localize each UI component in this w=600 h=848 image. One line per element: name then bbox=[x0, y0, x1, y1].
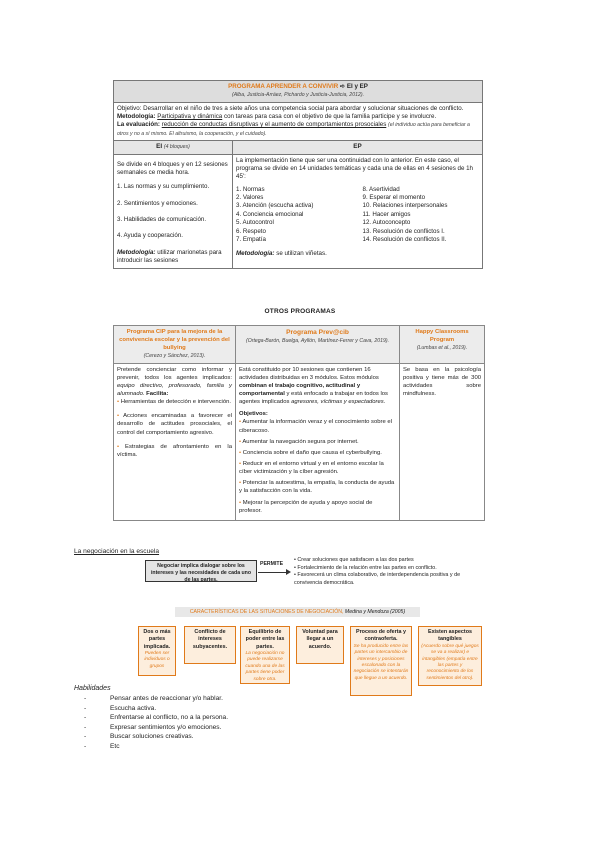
methodology-label: Metodología: bbox=[117, 113, 156, 121]
happy-header bbox=[400, 326, 485, 364]
permite-item: • Crear soluciones que satisfacen a las dos partes bbox=[294, 557, 414, 563]
bullet-icon: • bbox=[239, 449, 243, 456]
habilidades-list bbox=[84, 694, 228, 751]
card-title: Equilibrio de poder entre las partes. bbox=[245, 629, 285, 650]
ei-head-label: EI bbox=[156, 143, 163, 151]
ep-unit: 7. Empatía bbox=[236, 235, 266, 243]
ep-unit: 5. Autocontrol bbox=[236, 219, 274, 227]
negociar-box: Negociar implica dialogar sobre los intereses y las necesidades de cada uno de las partes. bbox=[145, 560, 257, 582]
ep-unit: 13. Resolución de conflictos I. bbox=[362, 227, 445, 235]
ep-units-right bbox=[363, 186, 480, 245]
prevacib-item: • Potenciar la autoestima, la empatía, la conducta de ayuda y la satisfacción con la vida. bbox=[239, 480, 395, 495]
bullet-icon: • bbox=[117, 413, 124, 420]
ei-item: 1. Las normas y su cumplimiento. bbox=[117, 183, 210, 191]
cip-list bbox=[117, 398, 232, 459]
caracteristicas-title: CARACTERÍSTICAS DE LAS SITUACIONES DE NEGOCIACIÓN, bbox=[189, 609, 344, 615]
prevacib-item: • Conciencia sobre el daño que causa el cyberbullying. bbox=[239, 449, 382, 456]
card-title: Proceso de oferta y contraoferta. bbox=[355, 629, 407, 643]
objective-label: Objetivo: bbox=[117, 104, 142, 112]
evaluation-underlined: reducción de conductas disruptivas y el aumento de comportamientos prosociales bbox=[161, 121, 387, 129]
evaluation-label: La evaluación: bbox=[117, 121, 160, 129]
ep-meth: se utilizan viñetas. bbox=[276, 250, 327, 258]
ep-cell bbox=[233, 154, 483, 268]
negociacion-title: La negociación en la escuela bbox=[74, 548, 160, 555]
card-note: Pueden ser individuos o grupos bbox=[144, 650, 170, 669]
card-note: Se ha producido entre las partes un intercambio de intereses y posiciones escalonado con la negociación se intentarán que llegue a un acuerdo. bbox=[353, 643, 409, 681]
arrow-line bbox=[258, 572, 288, 573]
permite-list bbox=[294, 557, 479, 587]
evaluation-note: (el individuo actúa para beneficiar a otros y no a sí mismo. El altruismo, la cooperación, y el cuidado). bbox=[117, 122, 470, 137]
card-title: Voluntad para llegar a un acuerdo. bbox=[302, 629, 338, 650]
prevacib-item: • Reducir en el entorno virtual y en el entorno escolar la cíber victimización y la cíber agresión. bbox=[239, 461, 384, 476]
cip-facilita: Facilita: bbox=[146, 391, 169, 398]
ep-unit: 14. Resolución de conflictos II. bbox=[362, 235, 447, 243]
habilidad-item: - Expresar sentimientos y/o emociones. bbox=[84, 723, 222, 731]
ep-units-left bbox=[236, 186, 353, 245]
habilidad-item: - Escucha activa. bbox=[84, 704, 157, 712]
prevacib-intro-bold: combinan el trabajo cognitivo, actitudinal y comportamental bbox=[239, 382, 361, 398]
ep-unit: 9. Esperar el momento bbox=[362, 194, 426, 202]
objective-text: Desarrollar en el niño de tres a siete años una competencia social para abordar y solucionar situaciones de conflicto. bbox=[143, 104, 464, 112]
ei-meth-label: Metodología: bbox=[117, 248, 156, 256]
happy-text: Se basa en la psicología positiva y tiene más de 300 actividades sobre mindfulness. bbox=[403, 366, 481, 398]
permite-item: • Fortalecimiento de la relación entre las partes en conflicto. bbox=[294, 564, 437, 571]
ep-unit: 10. Relaciones interpersonales bbox=[362, 202, 448, 210]
habilidad-item: - Etc bbox=[84, 742, 120, 750]
arrow-right-icon bbox=[286, 569, 291, 575]
permite-label: PERMITE bbox=[260, 561, 284, 567]
happy-body bbox=[400, 363, 485, 520]
bullet-icon: • bbox=[239, 499, 243, 506]
cip-intro: Pretende concienciar como informar y prevenir, todos los agentes implicados: bbox=[117, 366, 232, 381]
habilidad-item: - Enfrentarse al conflicto, no a la persona. bbox=[84, 714, 229, 721]
habilidad-item: - Buscar soluciones creativas. bbox=[84, 733, 194, 740]
ep-unit: 11. Hacer amigos bbox=[362, 210, 411, 218]
ei-item: 2. Sentimientos y emociones. bbox=[117, 199, 198, 207]
ep-unit: 4. Conciencia emocional bbox=[236, 210, 304, 218]
caracteristica-card bbox=[418, 626, 482, 686]
ep-unit: 8. Asertividad bbox=[362, 185, 400, 193]
ep-unit: 1. Normas bbox=[236, 185, 265, 193]
program-title-suffix: ➪ EI y EP bbox=[339, 83, 368, 90]
habilidades-title: Habilidades bbox=[74, 685, 111, 692]
ep-header bbox=[233, 141, 483, 155]
program-table bbox=[113, 80, 483, 269]
ep-unit: 3. Atención (escucha activa) bbox=[236, 202, 314, 210]
ei-meth: utilizar marionetas para introducir las sesiones bbox=[117, 248, 222, 265]
caracteristica-card bbox=[184, 626, 236, 664]
bullet-icon: • bbox=[117, 443, 126, 450]
happy-cite: (Lumbas et al., 2019). bbox=[416, 345, 468, 352]
card-title: Dos o más partes implicada. bbox=[143, 629, 171, 650]
prevacib-agents: agresores, víctimas y espectadores. bbox=[291, 399, 386, 406]
card-title: Existen aspectos tangibles bbox=[427, 629, 473, 643]
bullet-icon: • bbox=[239, 438, 243, 445]
ep-meth-label: Metodología: bbox=[236, 250, 275, 258]
ei-intro: Se divide en 4 bloques y en 12 sesiones semanales ce media hora. bbox=[117, 160, 228, 177]
bullet-icon: • bbox=[117, 399, 121, 406]
bullet-icon: • bbox=[239, 480, 243, 487]
prevacib-intro-rest: y está enfocado a trabajar en todos los agentes implicados bbox=[239, 391, 388, 406]
ei-head-note: (4 bloques) bbox=[163, 144, 190, 151]
cip-header bbox=[114, 326, 236, 364]
program-header bbox=[114, 81, 483, 103]
ei-item: 4. Ayuda y cooperación. bbox=[117, 232, 183, 240]
prevacib-obj-label: Objetivos: bbox=[239, 411, 268, 418]
methodology-underlined: Participativa y dinámica bbox=[157, 113, 223, 121]
caracteristica-card bbox=[296, 626, 344, 664]
caracteristicas-bar bbox=[175, 607, 420, 617]
happy-title: Happy Classrooms Program bbox=[415, 329, 469, 344]
card-title: Conflicto de intereses subyacentes. bbox=[192, 629, 228, 650]
prevacib-intro: Está constituido por 10 sesiones que contienen 16 actividades distribuidas en 3 módulos. Estos módulos bbox=[239, 366, 379, 381]
caracteristica-card bbox=[240, 626, 290, 684]
prevacib-list bbox=[239, 418, 396, 514]
permite-item: • Favorecerá un clima colaborativo, de interdependencia positiva y de convivencia democrática. bbox=[294, 572, 461, 586]
card-note: La negociación no puede realizarse cuando una de las partes tiene poder sobre otra. bbox=[245, 650, 285, 682]
prevacib-item: • Mejorar la percepción de ayuda y apoyo social de profesor. bbox=[239, 499, 373, 514]
ep-unit: 6. Respeto bbox=[236, 227, 266, 235]
prevacib-header bbox=[236, 326, 400, 364]
prevacib-body bbox=[236, 363, 400, 520]
ei-cell bbox=[114, 154, 233, 268]
prevacib-title: Programa Prev@cib bbox=[286, 329, 349, 336]
caracteristicas-cite: Medina y Mendoza (2005) bbox=[344, 609, 406, 615]
cip-title: Programa CIP para la mejora de la convivencia escolar y la prevención del bullying bbox=[119, 329, 230, 352]
program-authors: (Alba, Justicia-Arráez, Pichardo y Justicia-Justicia, 2012). bbox=[231, 92, 365, 99]
caracteristica-card bbox=[138, 626, 176, 676]
prevacib-cite: (Ortega-Barón, Buelga, Ayllón, Martínez-Ferrer y Cava, 2019). bbox=[245, 338, 390, 345]
otros-title: OTROS PROGRAMAS bbox=[264, 308, 336, 315]
bullet-icon: • bbox=[239, 461, 243, 467]
cip-item: • Estrategias de afrontamiento en la víctima. bbox=[117, 443, 232, 458]
caracteristica-card bbox=[350, 626, 412, 696]
habilidad-item: - Pensar antes de reaccionar y/o hablar. bbox=[84, 695, 223, 702]
cip-body bbox=[114, 363, 236, 520]
program-description bbox=[114, 102, 483, 140]
program-title: PROGRAMA APRENDER A CONVIVIR bbox=[228, 83, 339, 90]
otros-table bbox=[113, 325, 485, 521]
cip-item: • Acciones encaminadas a favorecer el desarrollo de actitudes prosociales, el control del comportamiento agresivo. bbox=[117, 413, 233, 436]
cip-agents: equipo directivo, profesorado, familia y alumnado. bbox=[117, 382, 232, 398]
ep-unit: 12. Autoconcepto bbox=[362, 219, 411, 227]
ep-units bbox=[236, 186, 479, 245]
prevacib-item: • Aumentar la navegación segura por internet. bbox=[239, 438, 359, 445]
bullet-icon: • bbox=[239, 419, 243, 426]
ei-header bbox=[114, 141, 233, 155]
card-note: (Acuerdo sobre qué juegos se va a realizar) e intangibles (empatía entre las partes y reconocimiento de los sentimientos del otro). bbox=[421, 643, 479, 681]
ep-intro: La implementación tiene que ser una continuidad con lo anterior. En este caso, el programa se divide en 14 unidades temáticas y cada una de ellas en 4 sesiones de 1h 45': bbox=[236, 156, 473, 181]
ei-list bbox=[117, 183, 229, 240]
cip-item: • Herramientas de detección e intervención. bbox=[117, 399, 232, 406]
ep-head-label: EP bbox=[353, 143, 362, 151]
ep-unit: 2. Valores bbox=[236, 194, 264, 202]
prevacib-item: • Aumentar la información veraz y el conocimiento sobre el ciberacoso. bbox=[239, 419, 393, 434]
ei-item: 3. Habilidades de comunicación. bbox=[117, 216, 207, 224]
cip-cite: (Cerezo y Sánchez, 2013). bbox=[143, 353, 206, 360]
methodology-text: con tareas para casa con el objetivo de que la familia participe y se involucre. bbox=[223, 113, 437, 121]
